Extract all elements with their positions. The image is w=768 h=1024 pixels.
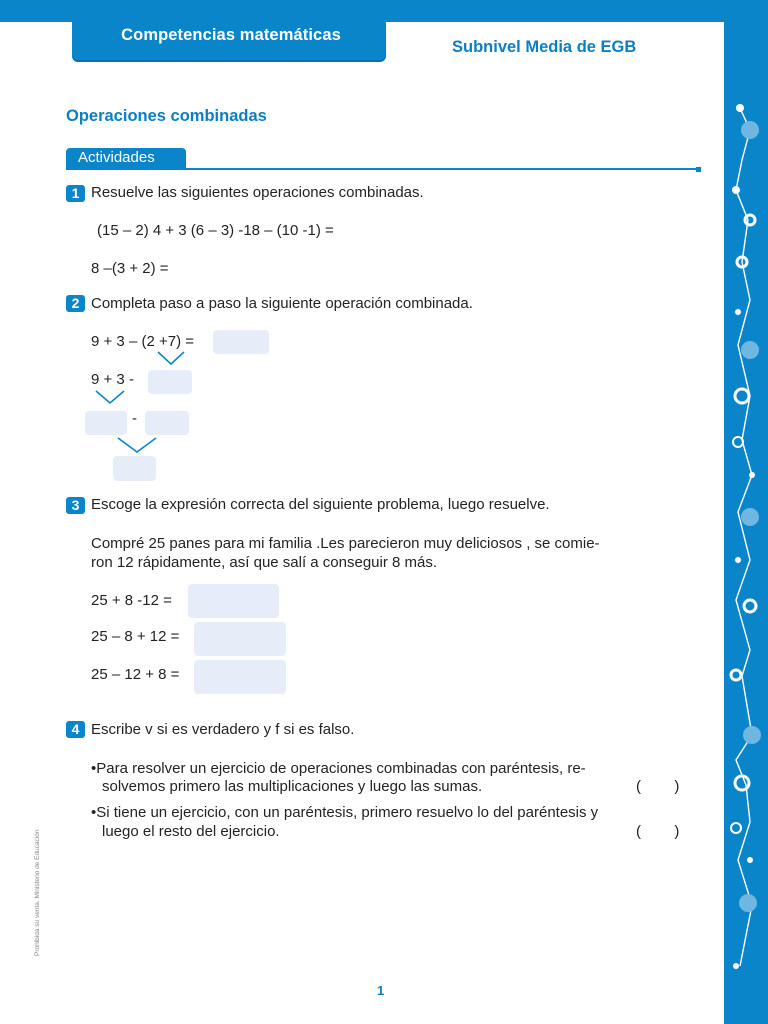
activity-4-item-1-line-2: solvemos primero las multiplicaciones y luego las sumas. bbox=[102, 778, 483, 795]
activity-3-instruction: Escoge la expresión correcta del siguiente problema, luego resuelve. bbox=[91, 496, 550, 513]
activity-1-expression-2: 8 –(3 + 2) = bbox=[91, 260, 169, 277]
divider-end-dot bbox=[696, 167, 701, 172]
answer-box-result[interactable] bbox=[113, 456, 156, 481]
option-3-answer-box[interactable] bbox=[194, 660, 286, 694]
answer-box-step-3b[interactable] bbox=[145, 411, 189, 435]
page-number: 1 bbox=[377, 983, 385, 998]
item-2-answer-blank[interactable]: ( ) bbox=[636, 823, 680, 840]
activity-4-item-1-line-1: •Para resolver un ejercicio de operaciones combinadas con paréntesis, re- bbox=[91, 760, 586, 777]
answer-box-step-3a[interactable] bbox=[85, 411, 127, 435]
activity-4-number: 4 bbox=[66, 721, 85, 738]
activity-1-instruction: Resuelve las siguientes operaciones combinadas. bbox=[91, 184, 424, 201]
item-1-answer-blank[interactable]: ( ) bbox=[636, 778, 680, 795]
activity-4-item-2-line-1: •Si tiene un ejercicio, con un paréntesis, primero resuelvo lo del paréntesis y bbox=[91, 804, 599, 821]
activity-2-minus: - bbox=[132, 410, 137, 427]
activity-2-line-2: 9 + 3 - bbox=[91, 371, 134, 388]
chevron-down-icon bbox=[94, 389, 126, 405]
activity-4-instruction: Escribe v si es verdadero y f si es falso. bbox=[91, 721, 355, 738]
activity-4-item-2-line-2: luego el resto del ejercicio. bbox=[102, 823, 280, 840]
option-1-answer-box[interactable] bbox=[188, 584, 279, 618]
answer-box-step-1[interactable] bbox=[213, 330, 269, 354]
activity-3-option-3: 25 – 12 + 8 = bbox=[91, 666, 180, 683]
activity-2-number: 2 bbox=[66, 295, 85, 312]
side-legal-note: Prohibida su venta. Ministerio de Educación bbox=[34, 829, 41, 956]
activities-divider bbox=[66, 168, 698, 170]
activity-1-expression-1: (15 – 2) 4 + 3 (6 – 3) -18 – (10 -1) = bbox=[97, 222, 334, 239]
activity-2-instruction: Completa paso a paso la siguiente operación combinada. bbox=[91, 295, 473, 312]
activity-1-number: 1 bbox=[66, 185, 85, 202]
section-title: Operaciones combinadas bbox=[66, 107, 267, 125]
activity-3-problem-line-2: ron 12 rápidamente, así que salí a conseguir 8 más. bbox=[91, 554, 438, 571]
subnivel-label: Subnivel Media de EGB bbox=[452, 38, 637, 56]
activity-3-option-2: 25 – 8 + 12 = bbox=[91, 628, 180, 645]
activity-2-line-1: 9 + 3 – (2 +7) = bbox=[91, 333, 194, 350]
activities-label: Actividades bbox=[78, 149, 155, 166]
activity-3-option-1: 25 + 8 -12 = bbox=[91, 592, 172, 609]
chevron-down-icon bbox=[156, 350, 186, 366]
option-2-answer-box[interactable] bbox=[194, 622, 286, 656]
header-title: Competencias matemáticas bbox=[121, 26, 341, 44]
chevron-down-icon bbox=[116, 436, 158, 454]
answer-box-step-2[interactable] bbox=[148, 370, 192, 394]
decorative-chain-icon bbox=[724, 0, 768, 1024]
page-body bbox=[0, 22, 724, 1024]
activity-3-problem-line-1: Compré 25 panes para mi familia .Les parecieron muy deliciosos , se comie- bbox=[91, 535, 600, 552]
activity-3-number: 3 bbox=[66, 497, 85, 514]
